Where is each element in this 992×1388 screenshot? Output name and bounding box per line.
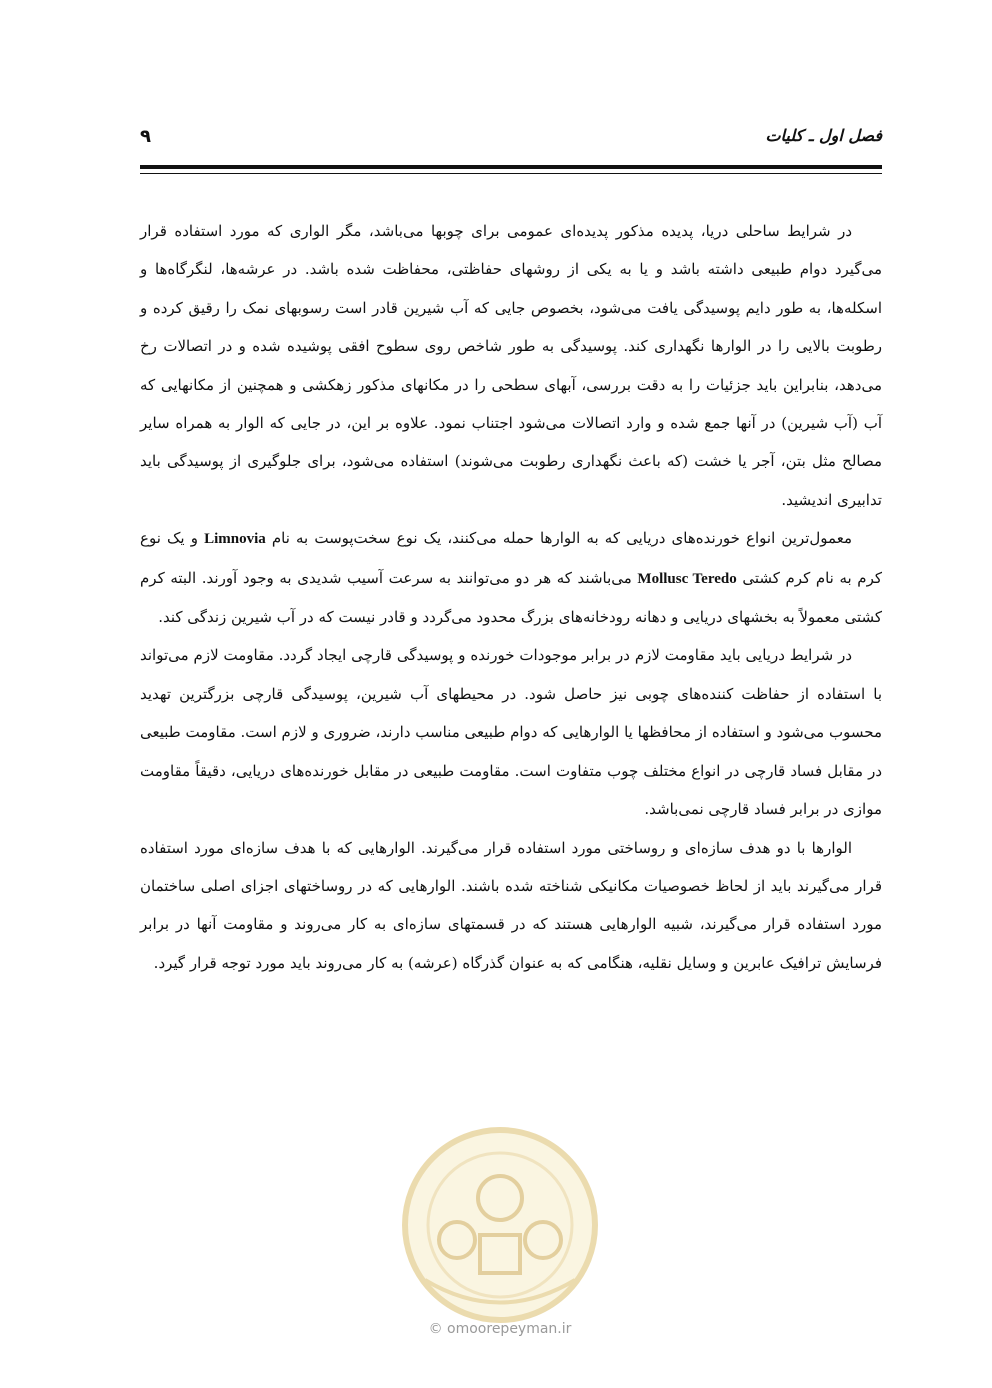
paragraph-text: می‌باشند که هر دو می‌توانند به سرعت آسیب شدیدی به وجود آورند. البته کرم کشتی معمولاً به بخشهای دریایی و دهانه رودخانه‌های بزرگ محدود می‌گردد و قادر نیست که در آب شیرین زندگی کند.	[140, 568, 882, 627]
paragraph-1	[140, 212, 882, 519]
footer-url	[400, 1321, 600, 1337]
paragraph-text: در شرایط دریایی باید مقاومت لازم در برابر موجودات خورنده و پوسیدگی قارچی ایجاد گردد. مقاومت لازم می‌تواند با استفاده از حفاظت کننده‌های چوبی نیز حاصل شود. در محیطهای آب شیرین، پوسیدگی قارچی بزرگترین تهدید محسوب می‌شود و استفاده از محافظها یا الوارهایی که دوام طبیعی مناسب دارند، ضروری و لازم است. مقاومت طبیعی در مقابل فساد قارچی در انواع مختلف چوب متفاوت است. مقاومت طبیعی در مقابل خورنده‌های دریایی، دقیقاً مقاومت موازی در برابر فساد قارچی نمی‌باشد.	[140, 646, 882, 819]
logo-seal-graphic	[395, 1120, 605, 1330]
logo-seal-icon	[395, 1120, 605, 1330]
paragraph-text: الوارها با دو هدف سازه‌ای و روساختی مورد استفاده قرار می‌گیرند. الوارهایی که با هدف سازه‌ای مورد استفاده قرار می‌گیرند باید از لحاظ خصوصیات مکانیکی شناخته شده باشند. الوارهایی که در روساختهای اجزای اصلی ساختمان مورد استفاده قرار می‌گیرند، شبیه الوارهایی هستند که در قسمتهای سازه‌ای به کار می‌روند و مقاومت آنها در برابر فرسایش ترافیک عابرین و وسایل نقلیه، هنگامی که به عنوان گذرگاه (عرشه) به کار می‌روند باید مورد توجه قرار گیرد.	[140, 838, 882, 972]
paragraph-text: و یک نوع کرم به نام کرم کشتی	[140, 529, 882, 587]
chapter-title: فصل اول ـ کلیات	[765, 126, 882, 145]
page-header	[140, 124, 882, 154]
term-mollusc-teredo: Mollusc Teredo	[637, 570, 737, 587]
paragraph-4	[140, 829, 882, 983]
term-limnovia: Limnovia	[204, 531, 266, 548]
paragraph-text: در شرایط ساحلی دریا، پدیده مذکور پدیده‌ای عمومی برای چوبها می‌باشد، مگر الواری که مورد استفاده قرار می‌گیرد دوام طبیعی داشته باشد و یا به یکی از روشهای حفاظتی، محفاظت شده باشد. در عرشه‌ها، لنگرگاه‌ها و اسکله‌ها، به طور دایم پوسیدگی یافت می‌شود، بخصوص جایی که آب شیرین قادر است رسوبهای نمک را رقیق کرده و رطوبت بالایی را در الوارها نگهداری کند. پوسیدگی به طور شاخص روی سطوح افقی پوشیده شده و در اتصالات رخ می‌دهد، بنابراین باید جزئیات را به دقت بررسی، آبهای سطحی را در مکانهای مذکور زهکشی و همچنین از مکانهایی که آب (آب شیرین) در آنها جمع شده و وارد اتصالات می‌شود اجتناب نمود. علاوه بر این، در جایی که الوار به همراه سایر مصالح مثل بتن، آجر یا خشت (که باعث نگهداری رطوبت می‌شوند) استفاده می‌شود، برای جلوگیری از پوسیدگی باید تدابیری اندیشید.	[140, 222, 882, 509]
paragraph-3	[140, 636, 882, 828]
body-text	[140, 212, 882, 982]
page-number: ۹	[140, 126, 151, 147]
paragraph-text: معمول‌ترین انواع خورنده‌های دریایی که به الوارها حمله می‌کنند، یک نوع سخت‌پوست به نام	[265, 529, 852, 548]
copyright-icon: ©	[428, 1321, 443, 1337]
header-rule-thin	[140, 173, 882, 174]
footer-url-text: omoorepeyman.ir	[447, 1321, 572, 1337]
paragraph-2	[140, 519, 882, 636]
header-rule-thick	[140, 165, 882, 169]
